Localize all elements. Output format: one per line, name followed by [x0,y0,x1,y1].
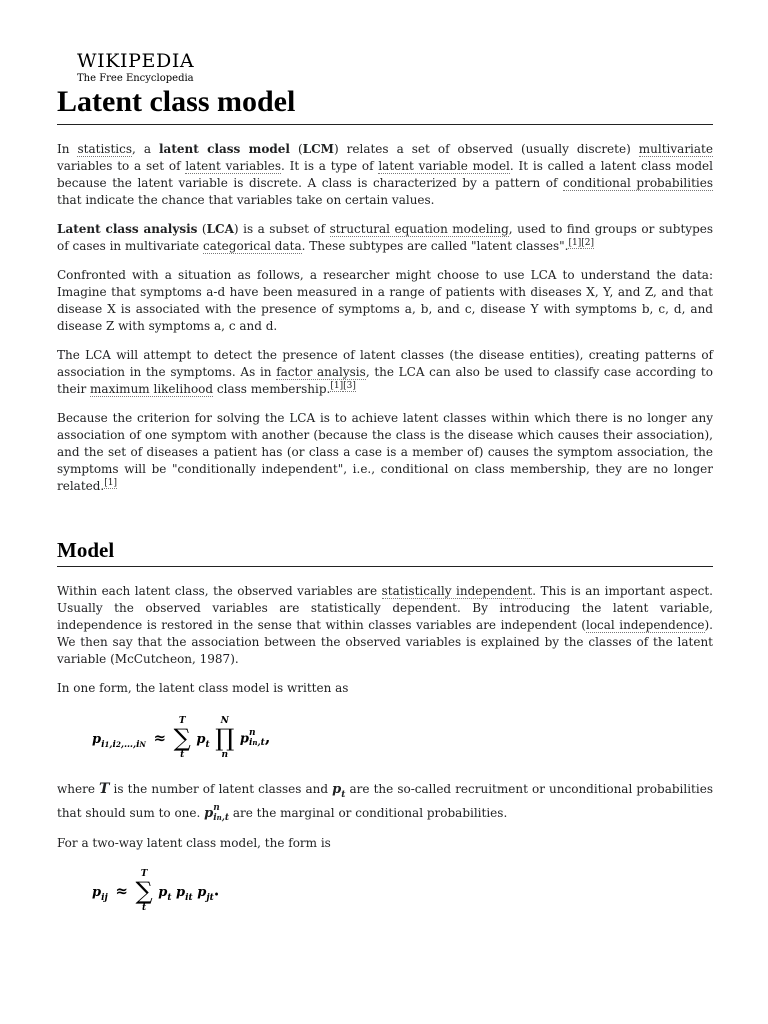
citation-link[interactable]: [3] [343,381,356,391]
link-latent-variable-model[interactable]: latent variable model [378,159,510,173]
link-factor-analysis[interactable]: factor analysis [276,365,366,379]
model-section [57,583,713,709]
link-local-independence[interactable]: local independence [585,618,705,632]
link-multivariate[interactable]: multivariate [638,142,713,156]
model-paragraph-3: where T is the number of latent classes and $p_t$ are the so-called recruitment or unconditional probabilities that should sum to one. p n in,t are the marginal or conditional probabilities. [57,781,713,823]
link-maximum-likelihood[interactable]: maximum likelihood [90,382,214,396]
intro-paragraph-2: Latent class analysis (LCA) is a subset of structural equation modeling, used to find groups or subtypes of cases in multivariate categorical data. These subtypes are called "latent classes".[1][2] [57,222,714,253]
intro-paragraph-5: Because the criterion for solving the LCA is to achieve latent classes within which there is no longer any association of one symptom with another (because the class is the disease which causes their association), and the set of diseases a patient has (or class a case is a member of) causes the symptom association, the symptoms will be "conditionally independent", i.e., conditional on class membership, they are no longer related.[1] [57,411,713,493]
two-way-formula: $p_{ij}$ ≈ T ∑ t $p_t$ $p_{it}$ $p_{jt}$. [92,869,220,913]
logo-wordmark: WIKIPEDIA [77,50,195,72]
model-explanation [57,781,713,835]
link-statistics[interactable]: statistics [77,142,132,156]
link-structural-equation-modeling[interactable]: structural equation modeling [329,222,509,236]
citation-link[interactable]: [1] [104,478,117,488]
intro-paragraph-1: In statistics, a latent class model (LCM) relates a set of observed (usually discrete) multivariate variables to a set of latent variables. It is a type of latent variable model. It is called a latent class model because the latent variable is discrete. A class is characterized by a pattern of conditional probabilities that indicate the chance that variables take on certain values. [57,142,713,207]
citation-link[interactable]: [1] [568,238,582,248]
title-divider [57,124,713,125]
section-divider [57,566,713,567]
citation-link[interactable]: [2] [581,238,594,248]
page-title: Latent class model [57,85,296,118]
latent-class-formula: $p_{i1,i2,\dots,iN}$ ≈ T ∑ t $p_t$ N ∏ n p n in,t , [92,716,271,760]
model-paragraph-2: In one form, the latent class model is written as [57,681,349,695]
link-statistically-independent[interactable]: statistically independent [381,584,533,598]
intro-section [57,141,713,507]
model-two-way [57,835,713,864]
model-paragraph-4: For a two-way latent class model, the form is [57,836,331,850]
wikipedia-logo[interactable] [77,50,194,84]
intro-paragraph-3: Confronted with a situation as follows, a researcher might choose to use LCA to understand the data: Imagine that symptoms a-d have been measured in a range of patients with diseases X, Y, and Z, and that disease X is associated with the presence of symptoms a, b, and c, disease Y with symptoms b, c, d, and disease Z with symptoms a, c and d. [57,268,713,333]
model-paragraph-1: Within each latent class, the observed variables are statistically independent. This is an important aspect. Usually the observed variables are statistically dependent. By introducing the latent variable, independence is restored in the sense that within classes variables are independent (local independence). We then say that the association between the observed variables is explained by the classes of the latent variable (McCutcheon, 1987). [57,584,713,666]
citation-link[interactable]: [1] [330,381,344,391]
link-categorical-data[interactable]: categorical data [202,239,302,253]
intro-paragraph-4: The LCA will attempt to detect the presence of latent classes (the disease entities), creating patterns of association in the symptoms. As in factor analysis, the LCA can also be used to classify case according to their maximum likelihood class membership.[1][3] [57,348,713,396]
link-latent-variables[interactable]: latent variables [185,159,282,173]
link-conditional-probabilities[interactable]: conditional probabilities [563,176,713,190]
logo-tagline: The Free Encyclopedia [77,73,194,84]
section-heading-model: Model [57,538,115,562]
